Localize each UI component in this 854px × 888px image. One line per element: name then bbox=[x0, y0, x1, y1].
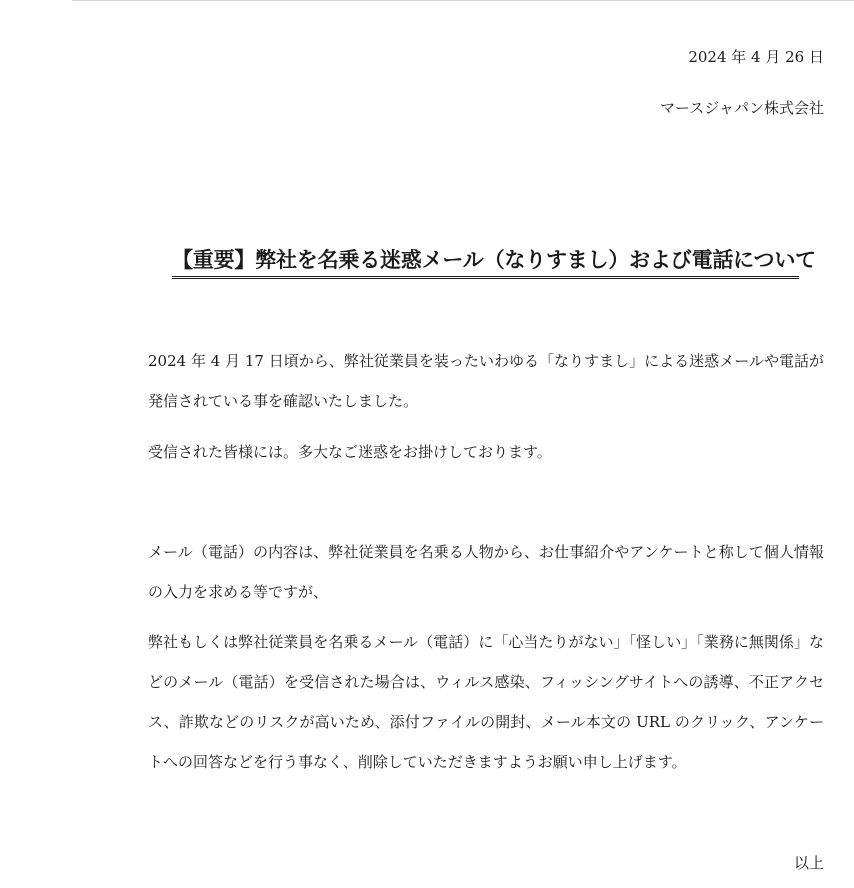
notice-title: 【重要】弊社を名乗る迷惑メール（なりすまし）および電話について bbox=[172, 245, 799, 279]
company-name: マースジャパン株式会社 bbox=[660, 99, 824, 117]
top-divider bbox=[72, 0, 854, 1]
notice-paragraph-2: 受信された皆様には。多大なご迷惑をお掛けしております。 bbox=[148, 443, 552, 461]
notice-paragraph-3: メール（電話）の内容は、弊社従業員を名乗る人物から、お仕事紹介やアンケートと称して個人情報の入力を求める等ですが、 bbox=[148, 543, 824, 601]
closing-mark: 以上 bbox=[793, 854, 824, 872]
notice-paragraph-4: 弊社もしくは弊社従業員を名乗るメール（電話）に「心当たりがない」「怪しい」「業務に無関係」などのメール（電話）を受信された場合は、ウィルス感染、フィッシングサイトへの誘導、不正アクセス、詐欺などのリスクが高いため、添付ファイルの開封、メール本文の URL のクリック、アンケートへの回答などを行う事なく、削除していただきますようお願い申し上げます。 bbox=[148, 633, 824, 771]
notice-paragraph-1: 2024 年 4 月 17 日頃から、弊社従業員を装ったいわゆる「なりすまし」による迷惑メールや電話が発信されている事を確認いたしました。 bbox=[148, 352, 824, 410]
issue-date: 2024 年 4 月 26 日 bbox=[688, 48, 824, 66]
